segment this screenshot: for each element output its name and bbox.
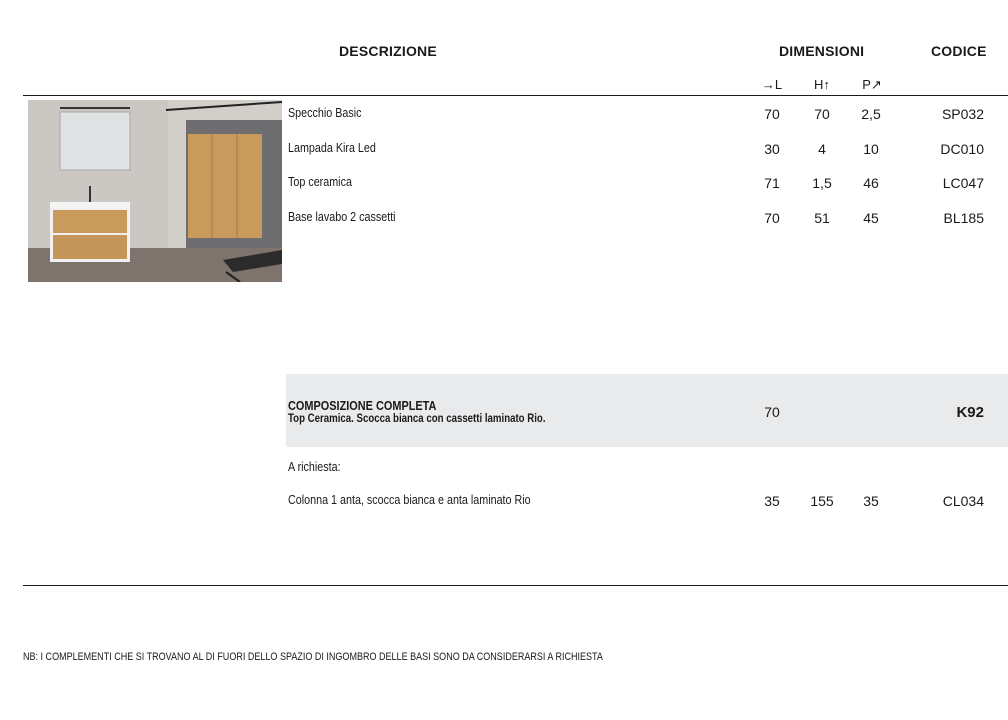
item-description: Base lavabo 2 cassetti bbox=[288, 210, 396, 224]
table-row bbox=[0, 493, 1008, 513]
item-description: Lampada Kira Led bbox=[288, 141, 376, 155]
composition-band bbox=[286, 374, 1008, 447]
item-dim-h: 51 bbox=[814, 210, 830, 226]
item-code: DC010 bbox=[940, 141, 984, 157]
composition-subtitle: Top Ceramica. Scocca bianca con cassetti laminato Rio. bbox=[288, 413, 546, 425]
footnote: NB: I COMPLEMENTI CHE SI TROVANO AL DI FUORI DELLO SPAZIO DI INGOMBRO DELLE BASI SONO DA CONSIDERARSI A RICHIESTA bbox=[23, 651, 603, 663]
header-codice: CODICE bbox=[931, 43, 987, 59]
item-dim-p: 10 bbox=[863, 141, 879, 157]
item-dim-h: 1,5 bbox=[812, 175, 832, 191]
item-dim-l: 35 bbox=[764, 493, 780, 509]
on-request-label: A richiesta: bbox=[288, 460, 341, 474]
item-dim-l: 30 bbox=[764, 141, 780, 157]
header-rule bbox=[23, 95, 1008, 96]
item-dim-l: 71 bbox=[764, 175, 780, 191]
header-dim-h: H↑ bbox=[814, 77, 830, 92]
item-dim-l: 70 bbox=[764, 210, 780, 226]
item-dim-p: 35 bbox=[863, 493, 879, 509]
item-dim-p: 46 bbox=[863, 175, 879, 191]
item-dim-h: 155 bbox=[810, 493, 834, 509]
item-description: Top ceramica bbox=[288, 175, 352, 189]
item-code: LC047 bbox=[942, 175, 984, 191]
table-row bbox=[0, 175, 1008, 195]
item-dim-l: 70 bbox=[764, 106, 780, 122]
item-dim-p: 45 bbox=[863, 210, 879, 226]
item-description: Colonna 1 anta, scocca bianca e anta laminato Rio bbox=[288, 493, 531, 507]
item-dim-h: 4 bbox=[818, 141, 826, 157]
composition-title: COMPOSIZIONE COMPLETA bbox=[288, 398, 437, 413]
header-dim-p: P↗ bbox=[862, 77, 882, 92]
item-dim-p: 2,5 bbox=[861, 106, 881, 122]
table-row bbox=[0, 210, 1008, 230]
table-row bbox=[0, 106, 1008, 126]
header-dim-l: →L bbox=[761, 77, 783, 92]
header-dimensioni: DIMENSIONI bbox=[779, 43, 865, 59]
item-dim-h: 70 bbox=[814, 106, 830, 122]
item-code: CL034 bbox=[942, 493, 984, 509]
header-descrizione: DESCRIZIONE bbox=[339, 43, 437, 59]
composition-dim-l: 70 bbox=[764, 404, 780, 420]
footer-rule bbox=[23, 585, 1008, 586]
composition-code: K92 bbox=[956, 404, 984, 421]
item-description: Specchio Basic bbox=[288, 106, 362, 120]
item-code: SP032 bbox=[941, 106, 984, 122]
table-row bbox=[0, 141, 1008, 161]
item-code: BL185 bbox=[943, 210, 984, 226]
